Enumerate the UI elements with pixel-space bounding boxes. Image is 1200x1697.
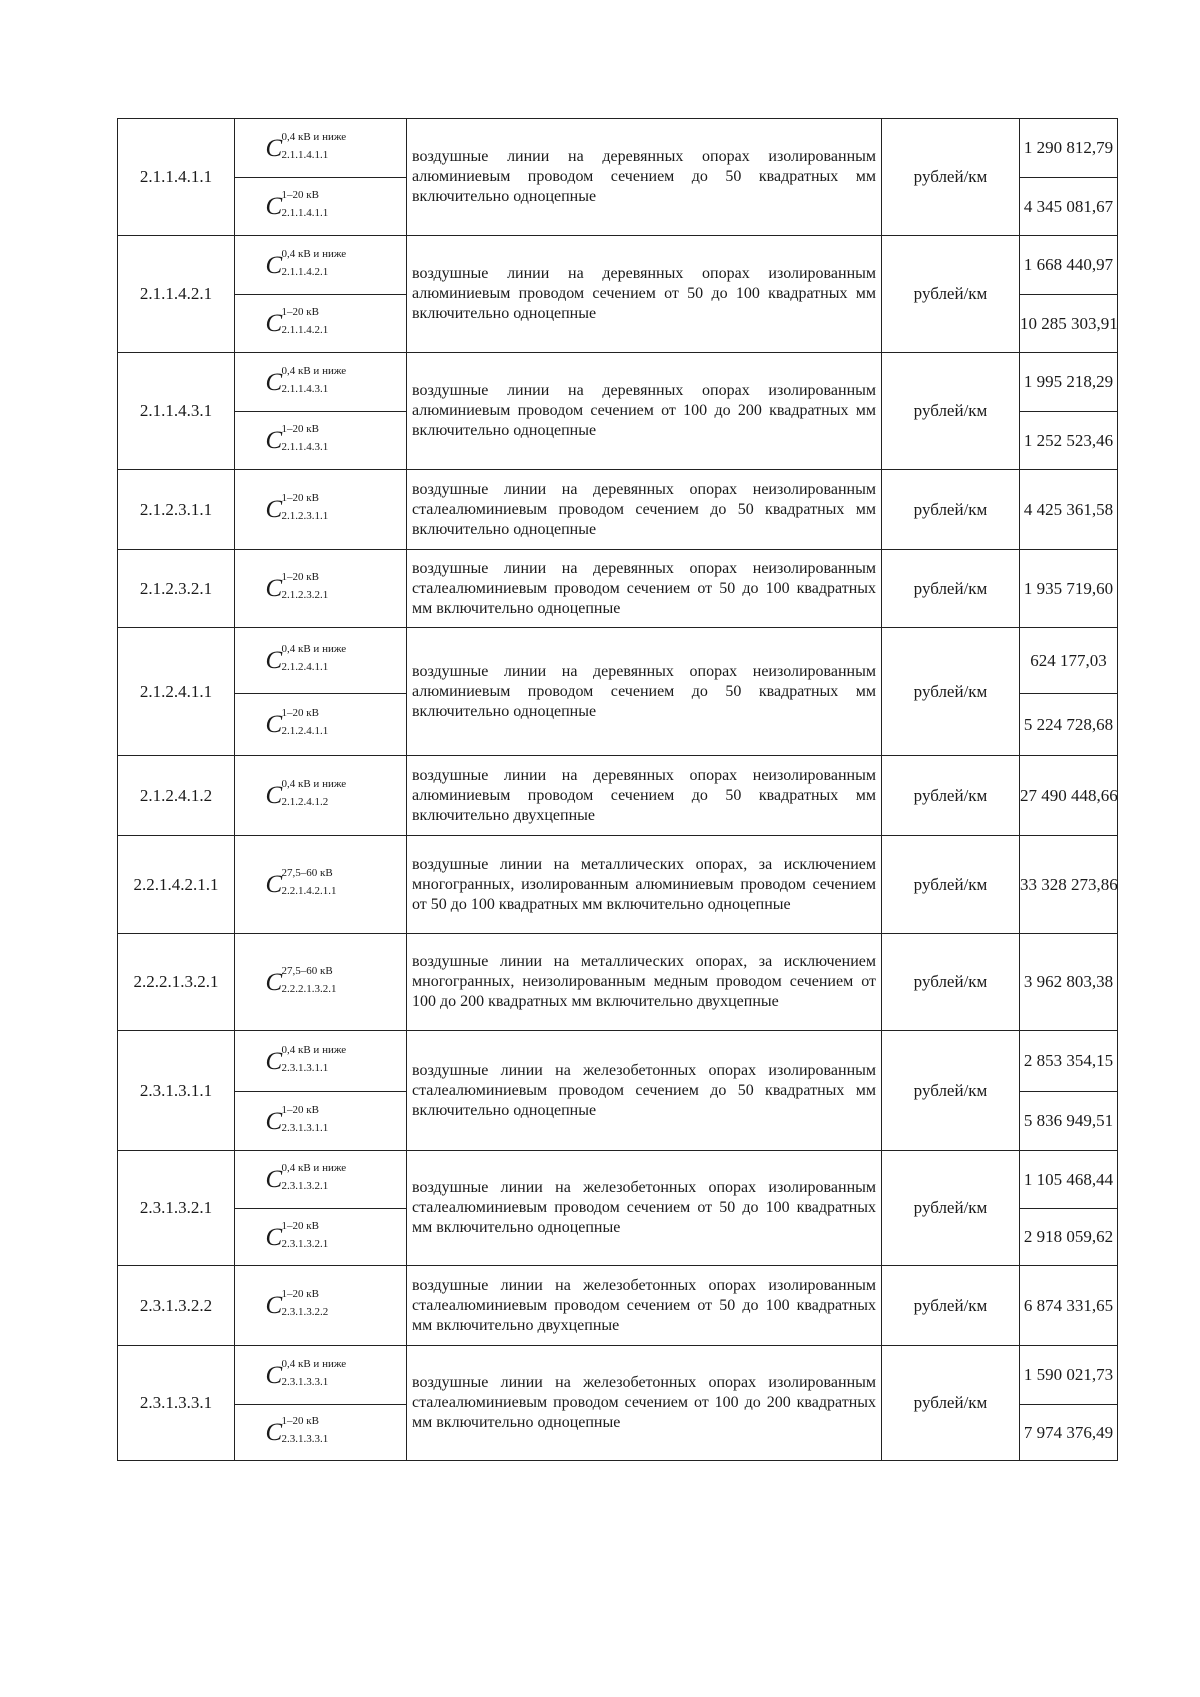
table-row bbox=[118, 470, 1118, 550]
rate-symbol-superscript: 1–20 кВ bbox=[281, 1415, 319, 1427]
rate-symbol-cell bbox=[235, 1405, 407, 1461]
rate-symbol bbox=[265, 1357, 376, 1389]
rate-value: 1 290 812,79 bbox=[1020, 119, 1118, 178]
rate-value: 2 853 354,15 bbox=[1020, 1031, 1118, 1092]
row-code: 2.2.1.4.2.1.1 bbox=[118, 836, 235, 934]
row-unit: рублей/км bbox=[882, 353, 1020, 470]
rate-symbol-superscript: 1–20 кВ bbox=[281, 571, 319, 583]
rate-symbol-superscript: 1–20 кВ bbox=[281, 189, 319, 201]
row-code: 2.1.1.4.3.1 bbox=[118, 353, 235, 470]
row-description: воздушные линии на железобетонных опорах изолированным сталеалюминиевым проводом сечением до 50 квадратных мм включительно одноцепные bbox=[407, 1031, 882, 1151]
row-description: воздушные линии на деревянных опорах изолированным алюминиевым проводом сечением от 50 до 100 квадратных мм включительно одноцепные bbox=[407, 236, 882, 353]
row-code: 2.1.1.4.2.1 bbox=[118, 236, 235, 353]
rate-symbol-superscript: 0,4 кВ и ниже bbox=[281, 1162, 347, 1174]
rate-symbol-superscript: 1–20 кВ bbox=[281, 1288, 319, 1300]
rate-symbol-subscript: 2.1.1.4.2.1 bbox=[281, 265, 329, 278]
table-row bbox=[118, 836, 1118, 934]
rate-value: 33 328 273,86 bbox=[1020, 836, 1118, 934]
rate-symbol bbox=[265, 1219, 376, 1251]
rate-symbol bbox=[265, 643, 376, 674]
rate-symbol bbox=[265, 423, 376, 454]
rate-symbol-cell bbox=[235, 836, 407, 934]
rate-symbol-subscript: 2.3.1.3.3.1 bbox=[281, 1433, 329, 1445]
row-unit: рублей/км bbox=[882, 836, 1020, 934]
rate-symbol-subscript: 2.1.2.4.1.1 bbox=[281, 661, 329, 673]
rate-symbol-superscript: 1–20 кВ bbox=[281, 1219, 319, 1232]
rate-symbol bbox=[265, 189, 376, 220]
rate-symbol-subscript: 2.2.1.4.2.1.1 bbox=[281, 885, 337, 897]
rate-symbol-subscript: 2.3.1.3.2.2 bbox=[281, 1306, 329, 1318]
rate-symbol-cell bbox=[235, 236, 407, 295]
rate-symbol-subscript: 2.1.1.4.1.1 bbox=[281, 207, 329, 219]
rate-value: 1 590 021,73 bbox=[1020, 1346, 1118, 1405]
rate-symbol-base: C bbox=[265, 134, 283, 162]
row-description: воздушные линии на деревянных опорах неизолированным алюминиевым проводом сечением до 50 квадратных мм включительно двухцепные bbox=[407, 756, 882, 836]
row-description: воздушные линии на металлических опорах, за исключением многогранных, изолированным алюминиевым проводом сечением от 50 до 100 квадратных мм включительно одноцепные bbox=[407, 836, 882, 934]
row-unit: рублей/км bbox=[882, 934, 1020, 1031]
rate-symbol bbox=[265, 778, 376, 809]
rate-symbol-superscript: 0,4 кВ и ниже bbox=[281, 1043, 347, 1056]
rate-symbol-cell bbox=[235, 550, 407, 628]
rate-symbol-superscript: 0,4 кВ и ниже bbox=[281, 130, 347, 143]
row-description: воздушные линии на деревянных опорах изолированным алюминиевым проводом сечением от 100 до 200 квадратных мм включительно одноцепные bbox=[407, 353, 882, 470]
row-description: воздушные линии на железобетонных опорах изолированным сталеалюминиевым проводом сечением от 100 до 200 квадратных мм включительно одноцепные bbox=[407, 1346, 882, 1461]
rate-symbol-cell bbox=[235, 628, 407, 694]
rate-symbol-base: C bbox=[265, 1361, 283, 1389]
row-description: воздушные линии на деревянных опорах неизолированным алюминиевым проводом сечением до 50 квадратных мм включительно одноцепные bbox=[407, 628, 882, 756]
row-unit: рублей/км bbox=[882, 550, 1020, 628]
rate-symbol-cell bbox=[235, 1092, 407, 1151]
table-row bbox=[118, 628, 1118, 694]
rate-symbol-base: C bbox=[265, 1047, 283, 1075]
rate-value: 2 918 059,62 bbox=[1020, 1209, 1118, 1266]
rate-value: 5 836 949,51 bbox=[1020, 1092, 1118, 1151]
row-unit: рублей/км bbox=[882, 119, 1020, 236]
rate-symbol-base: C bbox=[265, 1223, 283, 1251]
rate-symbol-superscript: 27,5–60 кВ bbox=[281, 964, 333, 977]
rate-symbol-superscript: 0,4 кВ и ниже bbox=[281, 1357, 347, 1370]
row-code: 2.3.1.3.2.1 bbox=[118, 1151, 235, 1266]
rate-symbol-cell bbox=[235, 295, 407, 353]
rate-symbol bbox=[265, 247, 376, 279]
rate-symbol bbox=[265, 1043, 376, 1075]
rates-table bbox=[117, 118, 1118, 1461]
rate-symbol-base: C bbox=[265, 871, 283, 898]
row-code: 2.3.1.3.2.2 bbox=[118, 1266, 235, 1346]
rate-symbol-subscript: 2.3.1.3.2.1 bbox=[281, 1237, 329, 1250]
rate-symbol bbox=[265, 1288, 376, 1319]
rate-symbol-superscript: 1–20 кВ bbox=[281, 306, 319, 318]
rate-symbol-subscript: 2.3.1.3.1.1 bbox=[281, 1121, 329, 1134]
table-row bbox=[118, 353, 1118, 412]
rate-symbol-base: C bbox=[265, 711, 283, 738]
row-unit: рублей/км bbox=[882, 1031, 1020, 1151]
rate-symbol-subscript: 2.2.2.1.3.2.1 bbox=[281, 982, 337, 995]
rate-symbol bbox=[265, 130, 376, 162]
rate-symbol-base: C bbox=[265, 1166, 283, 1193]
rate-value: 624 177,03 bbox=[1020, 628, 1118, 694]
rate-symbol-subscript: 2.1.1.4.3.1 bbox=[281, 441, 329, 453]
table-row bbox=[118, 550, 1118, 628]
rate-symbol bbox=[265, 306, 376, 337]
row-description: воздушные линии на железобетонных опорах изолированным сталеалюминиевым проводом сечением от 50 до 100 квадратных мм включительно двухцепные bbox=[407, 1266, 882, 1346]
row-unit: рублей/км bbox=[882, 756, 1020, 836]
rate-symbol-subscript: 2.3.1.3.3.1 bbox=[281, 1375, 329, 1388]
rate-symbol bbox=[265, 867, 376, 898]
rate-value: 4 345 081,67 bbox=[1020, 178, 1118, 236]
table-row bbox=[118, 1151, 1118, 1209]
rate-symbol-cell bbox=[235, 694, 407, 756]
row-description: воздушные линии на металлических опорах, за исключением многогранных, неизолированным медным проводом сечением от 100 до 200 квадратных мм включительно двухцепные bbox=[407, 934, 882, 1031]
rate-symbol bbox=[265, 571, 376, 602]
row-code: 2.2.2.1.3.2.1 bbox=[118, 934, 235, 1031]
rate-symbol-subscript: 2.1.1.4.3.1 bbox=[281, 382, 329, 395]
rate-symbol-base: C bbox=[265, 575, 283, 602]
table-row bbox=[118, 934, 1118, 1031]
row-code: 2.1.2.3.1.1 bbox=[118, 470, 235, 550]
rate-symbol-base: C bbox=[265, 647, 283, 674]
rate-symbol-subscript: 2.1.2.3.2.1 bbox=[281, 589, 329, 601]
rate-value: 1 935 719,60 bbox=[1020, 550, 1118, 628]
table-row bbox=[118, 236, 1118, 295]
rate-symbol-superscript: 27,5–60 кВ bbox=[281, 867, 333, 879]
rate-value: 1 105 468,44 bbox=[1020, 1151, 1118, 1209]
rate-symbol-base: C bbox=[265, 251, 283, 279]
rate-symbol-cell bbox=[235, 934, 407, 1031]
rate-symbol-cell bbox=[235, 470, 407, 550]
rate-value: 1 995 218,29 bbox=[1020, 353, 1118, 412]
rate-value: 4 425 361,58 bbox=[1020, 470, 1118, 550]
rate-value: 5 224 728,68 bbox=[1020, 694, 1118, 756]
rate-symbol-subscript: 2.3.1.3.1.1 bbox=[281, 1061, 329, 1074]
table-row bbox=[118, 1346, 1118, 1405]
row-code: 2.1.1.4.1.1 bbox=[118, 119, 235, 236]
row-unit: рублей/км bbox=[882, 1346, 1020, 1461]
rate-symbol-cell bbox=[235, 1151, 407, 1209]
rate-symbol-superscript: 0,4 кВ и ниже bbox=[281, 778, 347, 790]
rate-symbol-base: C bbox=[265, 782, 283, 809]
rate-symbol-subscript: 2.1.1.4.2.1 bbox=[281, 324, 329, 336]
row-description: воздушные линии на деревянных опорах неизолированным сталеалюминиевым проводом сечением от 50 до 100 квадратных мм включительно одноцепные bbox=[407, 550, 882, 628]
rate-symbol bbox=[265, 364, 376, 396]
rate-symbol-superscript: 0,4 кВ и ниже bbox=[281, 364, 347, 377]
rate-symbol-base: C bbox=[265, 368, 283, 396]
row-description: воздушные линии на деревянных опорах неизолированным сталеалюминиевым проводом сечением до 50 квадратных мм включительно одноцепные bbox=[407, 470, 882, 550]
rate-symbol bbox=[265, 964, 376, 996]
rate-symbol-subscript: 2.1.2.4.1.2 bbox=[281, 796, 329, 808]
rate-symbol bbox=[265, 1415, 376, 1446]
rate-symbol-base: C bbox=[265, 1107, 283, 1135]
row-unit: рублей/км bbox=[882, 236, 1020, 353]
rates-table-body bbox=[118, 119, 1118, 1461]
row-code: 2.3.1.3.3.1 bbox=[118, 1346, 235, 1461]
row-code: 2.3.1.3.1.1 bbox=[118, 1031, 235, 1151]
rate-symbol-superscript: 0,4 кВ и ниже bbox=[281, 643, 347, 655]
rate-symbol-superscript: 0,4 кВ и ниже bbox=[281, 247, 347, 260]
rate-symbol-base: C bbox=[265, 427, 283, 454]
rate-value: 10 285 303,91 bbox=[1020, 295, 1118, 353]
rate-symbol-subscript: 2.1.2.4.1.1 bbox=[281, 725, 329, 737]
rate-value: 6 874 331,65 bbox=[1020, 1266, 1118, 1346]
rate-symbol-base: C bbox=[265, 1419, 283, 1446]
rate-symbol-subscript: 2.1.1.4.1.1 bbox=[281, 148, 329, 161]
rate-symbol-cell bbox=[235, 1266, 407, 1346]
rate-symbol bbox=[265, 707, 376, 738]
rate-value: 3 962 803,38 bbox=[1020, 934, 1118, 1031]
row-unit: рублей/км bbox=[882, 628, 1020, 756]
table-row bbox=[118, 1266, 1118, 1346]
rate-value: 7 974 376,49 bbox=[1020, 1405, 1118, 1461]
row-code: 2.1.2.4.1.2 bbox=[118, 756, 235, 836]
rate-symbol-superscript: 1–20 кВ bbox=[281, 1103, 319, 1116]
row-unit: рублей/км bbox=[882, 470, 1020, 550]
rate-symbol-cell bbox=[235, 119, 407, 178]
rate-symbol-base: C bbox=[265, 193, 283, 220]
rate-symbol-cell bbox=[235, 353, 407, 412]
rate-symbol-cell bbox=[235, 756, 407, 836]
rate-symbol bbox=[265, 1103, 376, 1135]
row-unit: рублей/км bbox=[882, 1151, 1020, 1266]
rate-symbol-superscript: 1–20 кВ bbox=[281, 492, 319, 504]
rate-symbol bbox=[265, 492, 376, 523]
table-row bbox=[118, 119, 1118, 178]
rate-symbol-base: C bbox=[265, 496, 283, 523]
row-unit: рублей/км bbox=[882, 1266, 1020, 1346]
table-row bbox=[118, 756, 1118, 836]
rate-symbol bbox=[265, 1162, 376, 1193]
rate-value: 1 252 523,46 bbox=[1020, 412, 1118, 470]
row-description: воздушные линии на деревянных опорах изолированным алюминиевым проводом сечением до 50 квадратных мм включительно одноцепные bbox=[407, 119, 882, 236]
row-code: 2.1.2.4.1.1 bbox=[118, 628, 235, 756]
rate-symbol-superscript: 1–20 кВ bbox=[281, 707, 319, 719]
row-description: воздушные линии на железобетонных опорах изолированным сталеалюминиевым проводом сечением от 50 до 100 квадратных мм включительно одноцепные bbox=[407, 1151, 882, 1266]
rate-symbol-base: C bbox=[265, 310, 283, 337]
rate-symbol-subscript: 2.1.2.3.1.1 bbox=[281, 510, 329, 522]
rate-symbol-base: C bbox=[265, 968, 283, 996]
rate-symbol-cell bbox=[235, 412, 407, 470]
row-code: 2.1.2.3.2.1 bbox=[118, 550, 235, 628]
rate-symbol-subscript: 2.3.1.3.2.1 bbox=[281, 1180, 329, 1192]
rate-value: 27 490 448,66 bbox=[1020, 756, 1118, 836]
rate-symbol-base: C bbox=[265, 1292, 283, 1319]
rate-symbol-cell bbox=[235, 1031, 407, 1092]
rate-symbol-cell bbox=[235, 178, 407, 236]
table-row bbox=[118, 1031, 1118, 1092]
rate-symbol-cell bbox=[235, 1209, 407, 1266]
rate-symbol-cell bbox=[235, 1346, 407, 1405]
rate-symbol-superscript: 1–20 кВ bbox=[281, 423, 319, 435]
rate-value: 1 668 440,97 bbox=[1020, 236, 1118, 295]
